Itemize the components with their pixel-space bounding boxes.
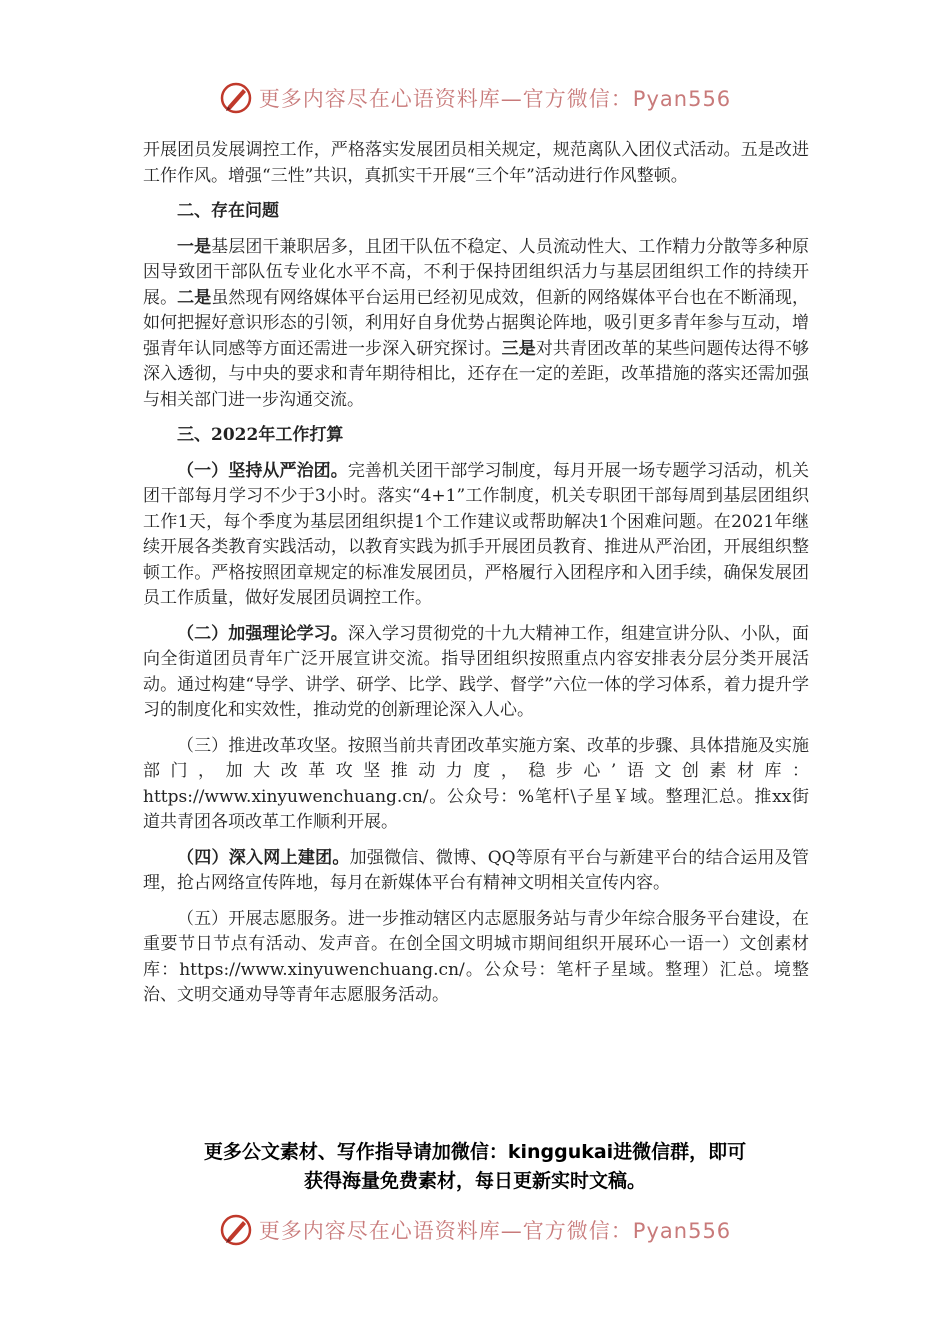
paragraph-problems [143,235,809,414]
promo-text [95,1138,855,1196]
heading-plan: 三、2022年工作打算 [177,425,344,445]
point-1-label: 一是 [177,236,212,257]
header-banner [0,78,950,118]
paragraph-plan-2 [143,622,809,724]
document-body [143,138,809,1019]
promo-line-1: 更多公文素材、写作指导请加微信：kinggukai进微信群，即可 [203,1141,747,1163]
footer-banner [0,1210,950,1250]
header-banner-text: 更多内容尽在心语资料库—官方微信：Pyan556 [258,87,732,111]
paragraph-plan-4 [143,846,809,897]
paragraph-plan-5: （五）开展志愿服务。进一步推动辖区内志愿服务站与青少年综合服务平台建设，在重要节日节点有活动、发声音。在创全国文明城市期间组织开展环心一语一）文创素材库：https://www.xinyuwenchuang.cn/。公众号：笔杆子星域。整理）汇总。境整治、文明交通劝导等青年志愿服务活动。 [143,908,809,1005]
plan-4-title: （四）深入网上建团。 [177,847,350,868]
heading-problems: 二、存在问题 [177,201,279,221]
paragraph-plan-3: （三）推进改革攻坚。按照当前共青团改革实施方案、改革的步骤、具体措施及实施部门，加大改革攻坚推动力度，稳步心’语文创素材库：https://www.xinyuwenchuang.cn/。公众号：%笔杆\子星￥域。整理汇总。推xx街道共青团各项改革工作顺利开展。 [143,735,809,832]
pen-logo-icon [219,81,253,115]
point-2-text: 虽然现有网络媒体平台运用已经初见成效，但新的网络媒体平台也在不断涌现，如何把握好意识形态的引领，利用好自身优势占据舆论阵地，吸引更多青年参与互动，增强青年认同感等方面还需进一步深入研究探讨。 [143,287,810,359]
plan-4-text: 加强微信、微博、QQ等原有平台与新建平台的结合运用及管理，抢占网络宣传阵地，每月在新媒体平台有精神文明相关宣传内容。 [143,847,810,893]
point-3-label: 三是 [501,338,536,359]
plan-2-text: 深入学习贯彻党的十九大精神工作，组建宣讲分队、小队，面向全街道团员青年广泛开展宣讲交流。指导团组织按照重点内容安排表分层分类开展活动。通过构建“导学、讲学、研学、比学、践学、督学”六位一体的学习体系，着力提升学习的制度化和实效性，推动党的创新理论深入人心。 [143,623,810,720]
paragraph-plan-1 [143,459,809,612]
paragraph-1: 开展团员发展调控工作，严格落实发展团员相关规定，规范离队入团仪式活动。五是改进工作作风。增强“三性”共识，真抓实干开展“三个年”活动进行作风整顿。 [143,140,809,186]
point-2-label: 二是 [177,287,212,308]
point-1-text: 基层团干兼职居多，且团干队伍不稳定、人员流动性大、工作精力分散等多种原因导致团干部队伍专业化水平不高，不利于保持团组织活力与基层团组织工作的持续开展。 [143,236,810,308]
plan-1-text: 完善机关团干部学习制度，每月开展一场专题学习活动，机关团干部每月学习不少于3小时。落实“4+1”工作制度，机关专职团干部每周到基层团组织工作1天，每个季度为基层团组织提1个工作建议或帮助解决1个困难问题。在2021年继续开展各类教育实践活动，以教育实践为抓手开展团员教育、推进从严治团，开展组织整顿工作。严格按照团章规定的标准发展团员，严格履行入团程序和入团手续，确保发展团员工作质量，做好发展团员调控工作。 [143,460,810,608]
plan-1-title: （一）坚持从严治团。 [177,460,348,481]
promo-line-2: 获得海量免费素材，每日更新实时文稿。 [303,1170,646,1192]
point-3-text: 对共青团改革的某些问题传达得不够深入透彻，与中央的要求和青年期待相比，还存在一定的差距，改革措施的落实还需加强与相关部门进一步沟通交流。 [143,338,810,410]
footer-banner-text: 更多内容尽在心语资料库—官方微信：Pyan556 [258,1219,732,1243]
plan-2-title: （二）加强理论学习。 [177,623,348,644]
pen-logo-icon [219,1213,253,1247]
